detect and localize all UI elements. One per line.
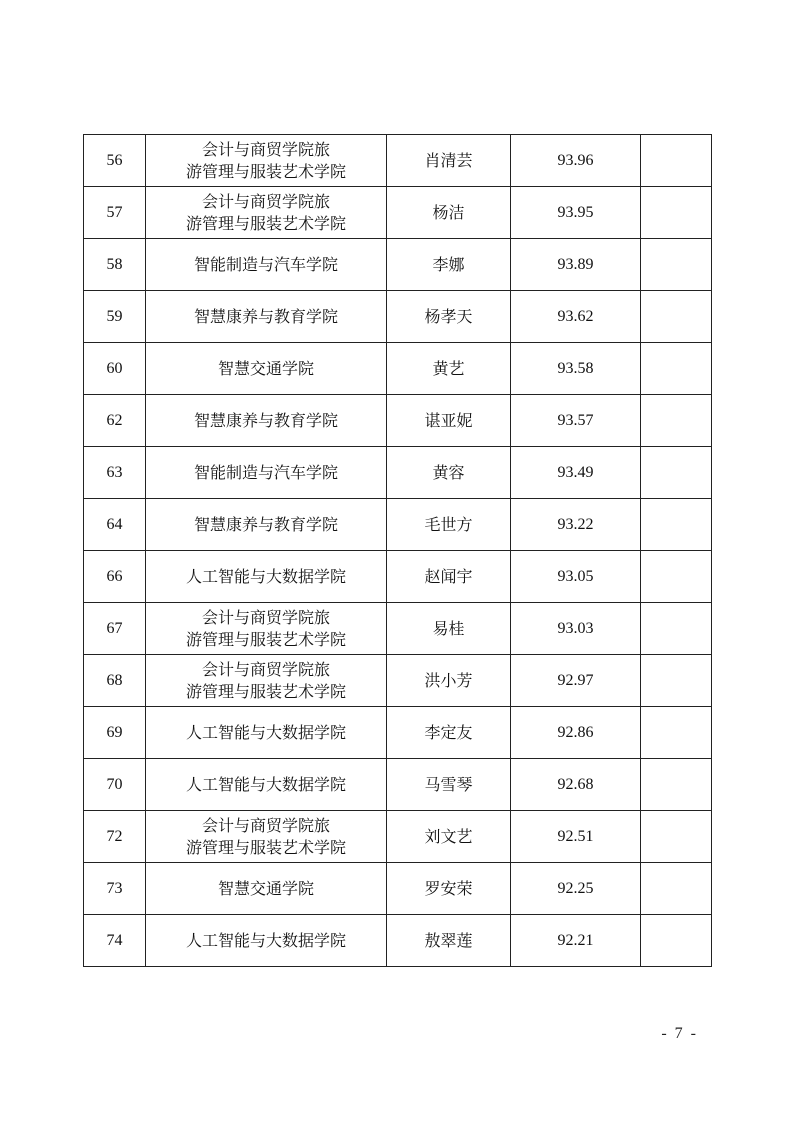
remarks-cell [641, 759, 712, 811]
score-cell: 92.21 [511, 915, 641, 967]
student-name-cell: 刘文艺 [387, 811, 511, 863]
college-name-line: 智慧康养与教育学院 [193, 514, 338, 534]
score-cell: 93.62 [511, 291, 641, 343]
student-name-cell: 黄艺 [387, 343, 511, 395]
remarks-cell [641, 863, 712, 915]
row-number-cell: 68 [84, 655, 146, 707]
student-name-cell: 黄容 [387, 447, 511, 499]
college-name-line: 智慧交通学院 [217, 878, 314, 898]
remarks-cell [641, 655, 712, 707]
college-cell [146, 811, 387, 863]
college-name-line: 会计与商贸学院旅 [201, 139, 330, 159]
score-cell: 93.57 [511, 395, 641, 447]
table-row [84, 239, 712, 291]
table-row [84, 811, 712, 863]
college-cell [146, 395, 387, 447]
college-name-line: 智慧交通学院 [217, 358, 314, 378]
score-cell: 92.86 [511, 707, 641, 759]
score-cell: 93.22 [511, 499, 641, 551]
college-cell [146, 603, 387, 655]
remarks-cell [641, 447, 712, 499]
remarks-cell [641, 811, 712, 863]
student-name-cell: 敖翠莲 [387, 915, 511, 967]
score-cell: 93.58 [511, 343, 641, 395]
row-number-cell: 67 [84, 603, 146, 655]
college-cell [146, 707, 387, 759]
table-row [84, 551, 712, 603]
score-cell: 93.03 [511, 603, 641, 655]
college-name-line: 会计与商贸学院旅 [201, 815, 330, 835]
score-cell: 93.95 [511, 187, 641, 239]
table-row [84, 135, 712, 187]
table-row [84, 707, 712, 759]
row-number-cell: 72 [84, 811, 146, 863]
remarks-cell [641, 187, 712, 239]
row-number-cell: 69 [84, 707, 146, 759]
college-name-line: 游管理与服装艺术学院 [185, 213, 346, 233]
table-row [84, 499, 712, 551]
college-cell [146, 759, 387, 811]
college-name-line: 游管理与服装艺术学院 [185, 629, 346, 649]
score-table [83, 134, 712, 967]
student-name-cell: 杨洁 [387, 187, 511, 239]
student-name-cell: 易桂 [387, 603, 511, 655]
score-cell: 92.25 [511, 863, 641, 915]
college-cell [146, 551, 387, 603]
student-name-cell: 马雪琴 [387, 759, 511, 811]
college-name-line: 人工智能与大数据学院 [185, 774, 346, 794]
row-number-cell: 64 [84, 499, 146, 551]
college-name-line: 智能制造与汽车学院 [193, 254, 338, 274]
college-name-line: 智慧康养与教育学院 [193, 410, 338, 430]
row-number-cell: 56 [84, 135, 146, 187]
score-cell: 93.05 [511, 551, 641, 603]
college-name-line: 会计与商贸学院旅 [201, 191, 330, 211]
score-cell: 93.96 [511, 135, 641, 187]
college-name-line: 游管理与服装艺术学院 [185, 681, 346, 701]
remarks-cell [641, 551, 712, 603]
college-cell [146, 915, 387, 967]
student-name-cell: 罗安荣 [387, 863, 511, 915]
college-name-line: 会计与商贸学院旅 [201, 659, 330, 679]
row-number-cell: 73 [84, 863, 146, 915]
college-name-line: 游管理与服装艺术学院 [185, 161, 346, 181]
score-cell: 93.89 [511, 239, 641, 291]
college-name-line: 人工智能与大数据学院 [185, 722, 346, 742]
college-cell [146, 291, 387, 343]
row-number-cell: 70 [84, 759, 146, 811]
row-number-cell: 57 [84, 187, 146, 239]
score-cell: 92.51 [511, 811, 641, 863]
college-cell [146, 447, 387, 499]
college-name-line: 智能制造与汽车学院 [193, 462, 338, 482]
college-cell [146, 239, 387, 291]
table-row [84, 291, 712, 343]
student-name-cell: 杨孝天 [387, 291, 511, 343]
table-row [84, 863, 712, 915]
table-row [84, 759, 712, 811]
row-number-cell: 58 [84, 239, 146, 291]
college-cell [146, 135, 387, 187]
table-row [84, 915, 712, 967]
college-cell [146, 343, 387, 395]
row-number-cell: 60 [84, 343, 146, 395]
college-cell [146, 655, 387, 707]
remarks-cell [641, 239, 712, 291]
college-name-line: 人工智能与大数据学院 [185, 566, 346, 586]
student-name-cell: 赵闻宇 [387, 551, 511, 603]
row-number-cell: 63 [84, 447, 146, 499]
remarks-cell [641, 915, 712, 967]
remarks-cell [641, 291, 712, 343]
row-number-cell: 74 [84, 915, 146, 967]
remarks-cell [641, 343, 712, 395]
student-name-cell: 洪小芳 [387, 655, 511, 707]
college-name-line: 人工智能与大数据学院 [185, 930, 346, 950]
college-name-line: 游管理与服装艺术学院 [185, 837, 346, 857]
college-cell [146, 187, 387, 239]
college-cell [146, 499, 387, 551]
college-name-line: 会计与商贸学院旅 [201, 607, 330, 627]
table-row [84, 447, 712, 499]
score-cell: 92.97 [511, 655, 641, 707]
row-number-cell: 62 [84, 395, 146, 447]
table-row [84, 655, 712, 707]
page-number: - 7 - [661, 1025, 698, 1042]
table-row [84, 187, 712, 239]
remarks-cell [641, 395, 712, 447]
remarks-cell [641, 135, 712, 187]
college-cell [146, 863, 387, 915]
student-name-cell: 毛世方 [387, 499, 511, 551]
row-number-cell: 66 [84, 551, 146, 603]
college-name-line: 智慧康养与教育学院 [193, 306, 338, 326]
score-cell: 93.49 [511, 447, 641, 499]
table-row [84, 603, 712, 655]
table-row [84, 395, 712, 447]
student-name-cell: 谌亚妮 [387, 395, 511, 447]
remarks-cell [641, 707, 712, 759]
remarks-cell [641, 499, 712, 551]
student-name-cell: 李定友 [387, 707, 511, 759]
score-table-body [84, 135, 712, 967]
row-number-cell: 59 [84, 291, 146, 343]
student-name-cell: 李娜 [387, 239, 511, 291]
table-row [84, 343, 712, 395]
score-cell: 92.68 [511, 759, 641, 811]
student-name-cell: 肖清芸 [387, 135, 511, 187]
remarks-cell [641, 603, 712, 655]
